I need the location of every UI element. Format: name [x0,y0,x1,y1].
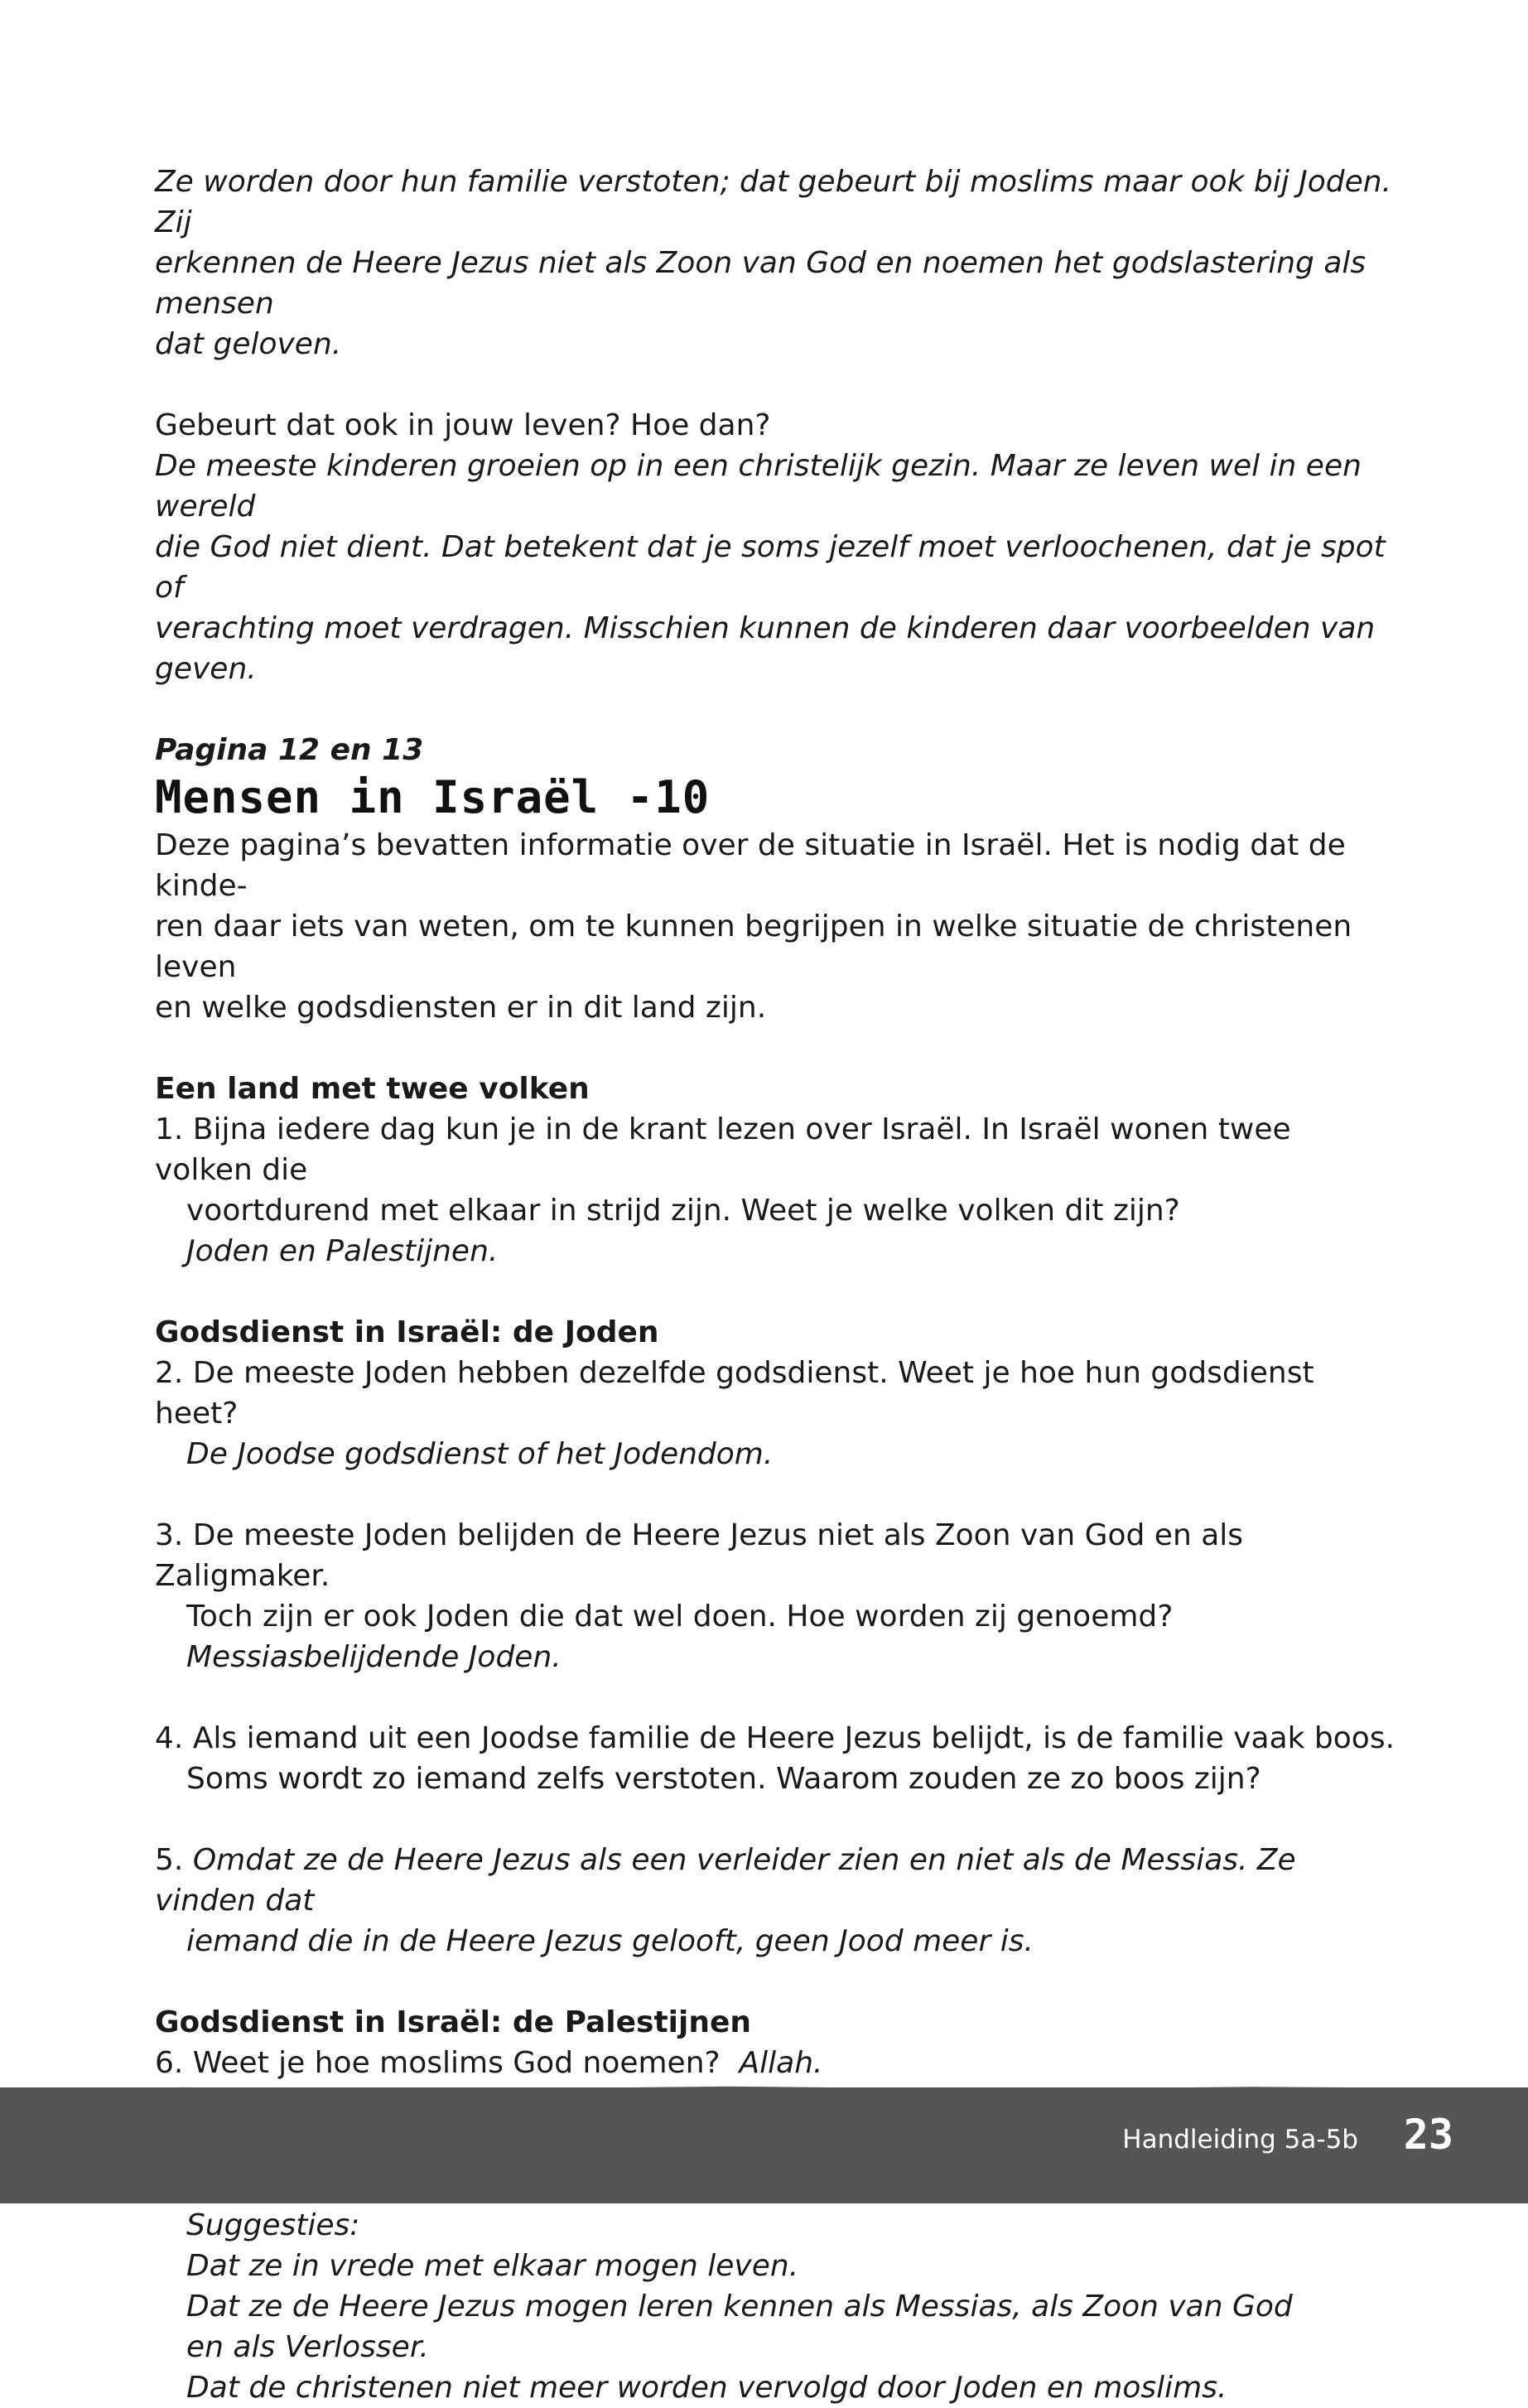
page-reference: Pagina 12 en 13 [155,733,424,767]
answer-7-line: Dat de christenen niet meer worden vervolgd door Joden en moslims. [186,2371,1227,2405]
answer-2: De Joodse godsdienst of het Jodendom. [186,1437,774,1471]
answer-7-line: Dat ze de Heere Jezus mogen leren kennen als Messias, als Zoon van God [186,2290,1293,2324]
answer-7-line: Dat ze in vrede met elkaar mogen leven. [186,2249,799,2283]
intro-line: Ze worden door hun familie verstoten; dat gebeurt bij moslims maar ook bij Joden. Zij [155,165,1392,239]
subheading-palestijnen: Godsdienst in Israël: de Palestijnen [155,2005,752,2039]
answer-1: Joden en Palestijnen. [186,1234,499,1268]
answer-5-cont: iemand die in de Heere Jezus gelooft, geen Jood meer is. [186,1924,1034,1958]
question-1: 1. Bijna iedere dag kun je in de krant lezen over Israël. In Israël wonen twee volken die [155,1112,1291,1187]
question-4: 4. Als iemand uit een Joodse familie de Heere Jezus belijdt, is de familie vaak boos. [155,1721,1395,1755]
content [155,162,1397,2408]
footer-label: Handleiding 5a-5b [1122,2125,1358,2155]
answer-line: die God niet dient. Dat betekent dat je soms jezelf moet verloochenen, dat je spot of [155,530,1386,605]
question-life: Gebeurt dat ook in jouw leven? Hoe dan? [155,408,771,442]
section-intro-line: Deze pagina’s bevatten informatie over de situatie in Israël. Het is nodig dat de kinde- [155,828,1346,903]
intro-line: erkennen de Heere Jezus niet als Zoon van God en noemen het godslastering als mensen [155,246,1367,321]
question-4-cont: Soms wordt zo iemand zelfs verstoten. Waarom zouden ze zo boos zijn? [186,1762,1261,1796]
section-title: Mensen in Israël -10 [155,771,711,823]
question-3-cont: Toch zijn er ook Joden die dat wel doen. Hoe worden zij genoemd? [186,1600,1174,1633]
question-3: 3. De meeste Joden belijden de Heere Jezus niet als Zoon van God en als Zaligmaker. [155,1518,1244,1593]
page-number: 23 [1403,2111,1453,2159]
subheading-joden: Godsdienst in Israël: de Joden [155,1315,659,1349]
answer-line: verachting moet verdragen. Misschien kunnen de kinderen daar voorbeelden van geven. [155,611,1376,686]
answer-6a: Allah. [739,2046,823,2080]
question-6a-text: 6. Weet je hoe moslims God noemen? [155,2046,721,2080]
answer-5-text: Omdat ze de Heere Jezus als een verleider zien en niet als de Messias. Ze vinden dat [155,1843,1296,1918]
subheading-land: Een land met twee volken [155,1072,590,1106]
question-1-cont: voortdurend met elkaar in strijd zijn. Weet je welke volken dit zijn? [186,1194,1180,1228]
answer-5 [155,1840,1397,1921]
answer-5-number: 5. [155,1843,184,1877]
question-6a [155,2043,1397,2083]
answer-3: Messiasbelijdende Joden. [186,1640,562,1674]
section-intro-line: en welke godsdiensten er in dit land zijn. [155,991,767,1025]
question-2: 2. De meeste Joden hebben dezelfde godsdienst. Weet je hoe hun godsdienst heet? [155,1356,1314,1431]
section-intro-line: ren daar iets van weten, om te kunnen begrijpen in welke situatie de christenen leven [155,910,1352,984]
answer-7-line: Suggesties: [186,2208,360,2242]
answer-line: De meeste kinderen groeien op in een christelijk gezin. Maar ze leven wel in een wereld [155,449,1362,524]
answer-7-line: en als Verlosser. [186,2330,429,2364]
intro-line: dat geloven. [155,327,342,361]
